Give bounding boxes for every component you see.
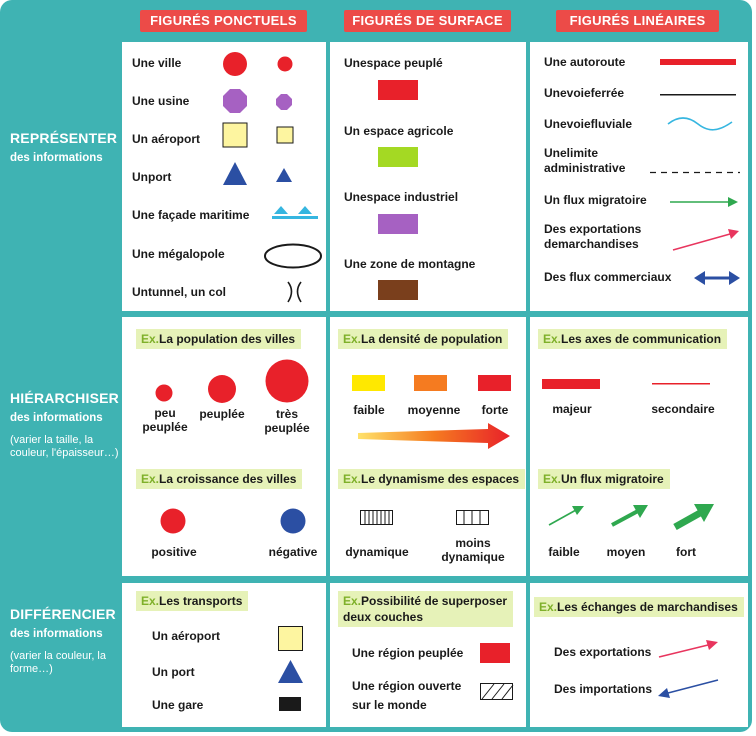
row-label-hierarchiser: HIÉRARCHISER des informations (varier la taille, la couleur, l'épaisseur…) <box>10 390 119 459</box>
highway-line-icon <box>660 59 738 67</box>
small-city-circle-icon <box>155 384 173 402</box>
legend-label: Une façade maritime <box>132 208 250 222</box>
example-title: Ex.Les échanges de marchandises <box>534 597 744 617</box>
example-title: Ex.Possibilité de superposer deux couches <box>338 591 513 627</box>
cell-lineaires <box>530 42 748 311</box>
megalopolis-ellipse-icon <box>264 243 324 269</box>
less-dynamic-hatch-swatch <box>456 510 490 526</box>
density-label: moyenne <box>407 403 461 417</box>
axis-label: majeur <box>552 402 592 416</box>
growth-label: positive <box>151 545 197 559</box>
cell-hier-ponctuels <box>122 317 326 576</box>
legend-label: Unevoieferrée <box>544 86 625 100</box>
tunnel-pass-icon <box>284 280 306 304</box>
legend-label: Unespace industriel <box>344 190 459 204</box>
city-circle-icon <box>222 52 302 76</box>
weak-flow-arrow-icon <box>548 503 586 529</box>
secondary-axis-line-icon <box>652 383 712 387</box>
cell-ponctuels <box>122 42 326 311</box>
factory-octagon-icon <box>222 88 302 116</box>
legend-label: Une région peuplée <box>352 646 464 660</box>
dynamic-hatch-swatch <box>360 510 394 526</box>
export-arrow-icon <box>658 639 720 661</box>
size-label: très peuplée <box>264 407 310 435</box>
populated-area-swatch <box>378 80 420 102</box>
medium-density-swatch <box>414 375 448 393</box>
cell-diff-lineaires <box>530 583 748 727</box>
waterway-line-icon <box>666 116 736 132</box>
density-label: faible <box>353 403 385 417</box>
agricultural-area-swatch <box>378 147 420 169</box>
port-triangle-icon <box>278 660 304 684</box>
airport-square-icon <box>278 626 304 652</box>
airport-square-icon <box>222 122 302 150</box>
positive-growth-circle-icon <box>160 508 186 534</box>
legend-label: Une gare <box>152 698 204 712</box>
train-station-rect-icon <box>279 697 303 713</box>
mountain-area-swatch <box>378 280 420 302</box>
example-title: Ex.Les transports <box>136 591 248 611</box>
axis-label: secondaire <box>651 402 715 416</box>
flow-label: moyen <box>606 545 646 559</box>
flow-label: faible <box>548 545 580 559</box>
legend-label: Une région ouverte sur le monde <box>352 679 462 712</box>
open-region-hatch-swatch <box>480 683 514 701</box>
legend-label: Unespace peuplé <box>344 56 443 70</box>
example-title: Ex.Le dynamisme des espaces <box>338 469 525 489</box>
row-label-differencier: DIFFÉRENCIER des informations (varier la couleur, la forme…) <box>10 606 116 675</box>
legend-label: Des importations <box>554 682 653 696</box>
cell-diff-ponctuels <box>122 583 326 727</box>
cell-surface <box>330 42 526 311</box>
legend-label: Unelimite administrative <box>544 146 626 175</box>
major-axis-line-icon <box>542 379 602 391</box>
header-lineaires: FIGURÉS LINÉAIRES <box>556 10 719 32</box>
large-city-circle-icon <box>265 359 309 403</box>
row-label-representer: REPRÉSENTER des informations <box>10 130 118 164</box>
industrial-area-swatch <box>378 214 420 236</box>
legend-label: Unevoiefluviale <box>544 117 633 131</box>
low-density-swatch <box>352 375 386 393</box>
legend-label: Un port <box>152 665 195 679</box>
high-density-swatch <box>478 375 512 393</box>
strong-flow-arrow-icon <box>672 501 716 531</box>
legend-label: Une ville <box>132 56 182 70</box>
legend-label: Un flux migratoire <box>544 193 647 207</box>
cell-hier-lineaires <box>530 317 748 576</box>
legend-label: Un aéroport <box>152 629 221 643</box>
medium-flow-arrow-icon <box>610 503 650 529</box>
legend-label: Une mégalopole <box>132 247 225 261</box>
migration-arrow-icon <box>670 195 740 209</box>
maritime-front-icon <box>272 204 320 220</box>
legend-label: Une zone de montagne <box>344 257 476 271</box>
legend-label: Des exportations <box>554 645 652 659</box>
port-triangle-icon <box>222 161 302 187</box>
populated-region-swatch <box>480 643 512 665</box>
legend-label: Unport <box>132 170 172 184</box>
medium-city-circle-icon <box>207 374 237 404</box>
example-title: Ex.La densité de population <box>338 329 508 349</box>
boundary-line-icon <box>650 171 740 175</box>
legend-label: Des exportations demarchandises <box>544 222 642 251</box>
legend-label: Une autoroute <box>544 55 626 69</box>
dynamism-label: moins dynamique <box>441 536 505 564</box>
legend-label: Untunnel, un col <box>132 285 226 299</box>
size-label: peu peuplée <box>142 406 188 434</box>
example-title: Ex.Les axes de communication <box>538 329 727 349</box>
export-arrow-icon <box>672 228 742 254</box>
import-arrow-icon <box>658 677 720 699</box>
cell-diff-surface <box>330 583 526 727</box>
growth-label: négative <box>268 545 318 559</box>
example-title: Ex.Un flux migratoire <box>538 469 670 489</box>
density-label: forte <box>481 403 509 417</box>
example-title: Ex.La population des villes <box>136 329 301 349</box>
railway-line-icon <box>660 94 738 98</box>
header-ponctuels: FIGURÉS PONCTUELS <box>140 10 307 32</box>
legend-label: Une usine <box>132 94 190 108</box>
example-title: Ex.La croissance des villes <box>136 469 302 489</box>
legend-label: Un aéroport <box>132 132 201 146</box>
cell-hier-surface <box>330 317 526 576</box>
negative-growth-circle-icon <box>280 508 306 534</box>
dynamism-label: dynamique <box>345 545 409 559</box>
trade-double-arrow-icon <box>694 270 742 286</box>
size-label: peuplée <box>199 407 245 421</box>
legend-label: Des flux commerciaux <box>544 270 672 284</box>
gradient-arrow-icon <box>358 423 512 449</box>
header-surface: FIGURÉS DE SURFACE <box>344 10 511 32</box>
legend-label: Un espace agricole <box>344 124 454 138</box>
flow-label: fort <box>676 545 696 559</box>
